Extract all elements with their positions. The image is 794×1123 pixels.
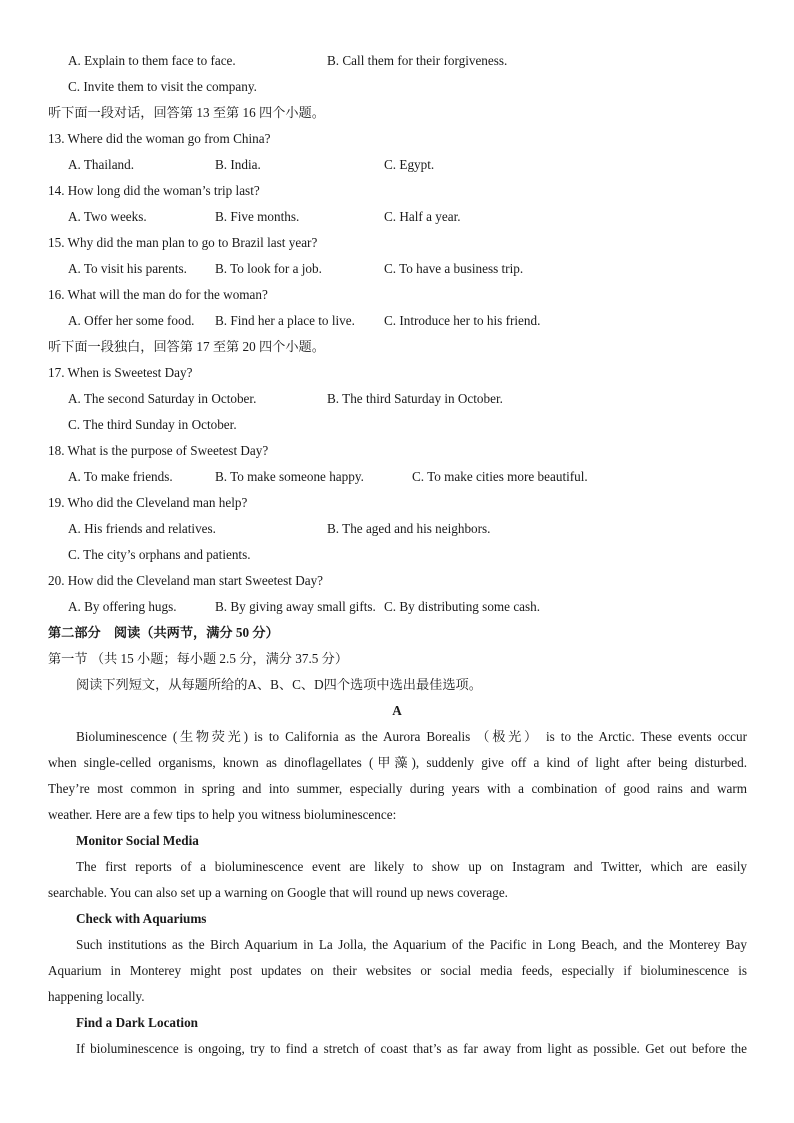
- q17-option-a: A. The second Saturday in October.: [68, 391, 257, 406]
- q18-stem: 18. What is the purpose of Sweetest Day?: [48, 443, 269, 458]
- q18-option-b: B. To make someone happy.: [215, 469, 364, 484]
- q13-option-c: C. Egypt.: [384, 157, 435, 172]
- q19-option-c: C. The city’s orphans and patients.: [68, 547, 251, 562]
- q14-option-a: A. Two weeks.: [68, 209, 147, 224]
- paragraph-line: If bioluminescence is ongoing, try to find a stretch of coast that’s as far away from light as possible. Get out before the: [76, 1041, 747, 1056]
- reading-instruction: 阅读下列短文，从每题所给的A、B、C、D四个选项中选出最佳选项。: [76, 677, 482, 692]
- q17-option-b: B. The third Saturday in October.: [327, 391, 503, 406]
- subheading-dark-location: Find a Dark Location: [76, 1015, 198, 1030]
- q12-option-c: C. Invite them to visit the company.: [68, 79, 257, 94]
- paragraph-line: Aquarium in Monterey might post updates on their websites or social media feeds, especially if bioluminescence is: [48, 963, 747, 978]
- q16-option-a: A. Offer her some food.: [68, 313, 195, 328]
- paragraph-line: They’re most common in spring and into summer, especially during years with a combination of good rains and warm: [48, 781, 747, 796]
- paragraph-social-media: [48, 854, 747, 906]
- part2-heading: 第二部分 阅读（共两节，满分 50 分）: [48, 625, 279, 640]
- q13-stem: 13. Where did the woman go from China?: [48, 131, 271, 146]
- q20-stem: 20. How did the Cleveland man start Sweetest Day?: [48, 573, 324, 588]
- paragraph-aquariums: [48, 932, 747, 1010]
- paragraph-line: weather. Here are a few tips to help you witness bioluminescence:: [48, 807, 397, 822]
- q14-option-c: C. Half a year.: [384, 209, 461, 224]
- q12-option-b: B. Call them for their forgiveness.: [327, 53, 508, 68]
- paragraph-line: Bioluminescence (生物荧光) is to California as the Aurora Borealis （极光） is to the Arctic. These events occur: [76, 729, 747, 744]
- section1-heading: 第一节 （共 15 小题；每小题 2.5 分，满分 37.5 分）: [48, 651, 349, 666]
- q16-option-b: B. Find her a place to live.: [215, 313, 355, 328]
- q16-stem: 16. What will the man do for the woman?: [48, 287, 268, 302]
- q20-option-a: A. By offering hugs.: [68, 599, 177, 614]
- paragraph-line: The first reports of a bioluminescence event are likely to show up on Instagram and Twitter, which are easily: [76, 859, 747, 874]
- q15-option-c: C. To have a business trip.: [384, 261, 524, 276]
- q19-option-a: A. His friends and relatives.: [68, 521, 216, 536]
- q17-stem: 17. When is Sweetest Day?: [48, 365, 193, 380]
- passage-label: A: [392, 703, 402, 718]
- paragraph-line: when single-celled organisms, known as dinoflagellates (甲藻), suddenly give off a kind of light after being disturbed.: [48, 755, 747, 770]
- instruction-17-20: 听下面一段独白，回答第 17 至第 20 四个小题。: [48, 339, 325, 354]
- q17-option-c: C. The third Sunday in October.: [68, 417, 237, 432]
- q14-stem: 14. How long did the woman’s trip last?: [48, 183, 260, 198]
- q13-option-a: A. Thailand.: [68, 157, 135, 172]
- q18-option-a: A. To make friends.: [68, 469, 173, 484]
- q14-option-b: B. Five months.: [215, 209, 300, 224]
- paragraph-intro: [48, 724, 747, 828]
- instruction-13-16: 听下面一段对话，回答第 13 至第 16 四个小题。: [48, 105, 325, 120]
- q19-stem: 19. Who did the Cleveland man help?: [48, 495, 248, 510]
- q19-option-b: B. The aged and his neighbors.: [327, 521, 491, 536]
- paragraph-dark-location: [48, 1036, 747, 1062]
- q15-option-b: B. To look for a job.: [215, 261, 322, 276]
- q18-option-c: C. To make cities more beautiful.: [412, 469, 588, 484]
- subheading-social-media: Monitor Social Media: [76, 833, 199, 848]
- q12-option-a: A. Explain to them face to face.: [68, 53, 236, 68]
- q20-option-b: B. By giving away small gifts.: [215, 599, 376, 614]
- subheading-aquariums: Check with Aquariums: [76, 911, 207, 926]
- q20-option-c: C. By distributing some cash.: [384, 599, 541, 614]
- paragraph-line: happening locally.: [48, 989, 145, 1004]
- q13-option-b: B. India.: [215, 157, 261, 172]
- q16-option-c: C. Introduce her to his friend.: [384, 313, 541, 328]
- paragraph-line: Such institutions as the Birch Aquarium in La Jolla, the Aquarium of the Pacific in Long Beach, and the Monterey Bay: [76, 937, 747, 952]
- paragraph-line: searchable. You can also set up a warning on Google that will round up news coverage.: [48, 885, 508, 900]
- q15-option-a: A. To visit his parents.: [68, 261, 187, 276]
- q15-stem: 15. Why did the man plan to go to Brazil last year?: [48, 235, 318, 250]
